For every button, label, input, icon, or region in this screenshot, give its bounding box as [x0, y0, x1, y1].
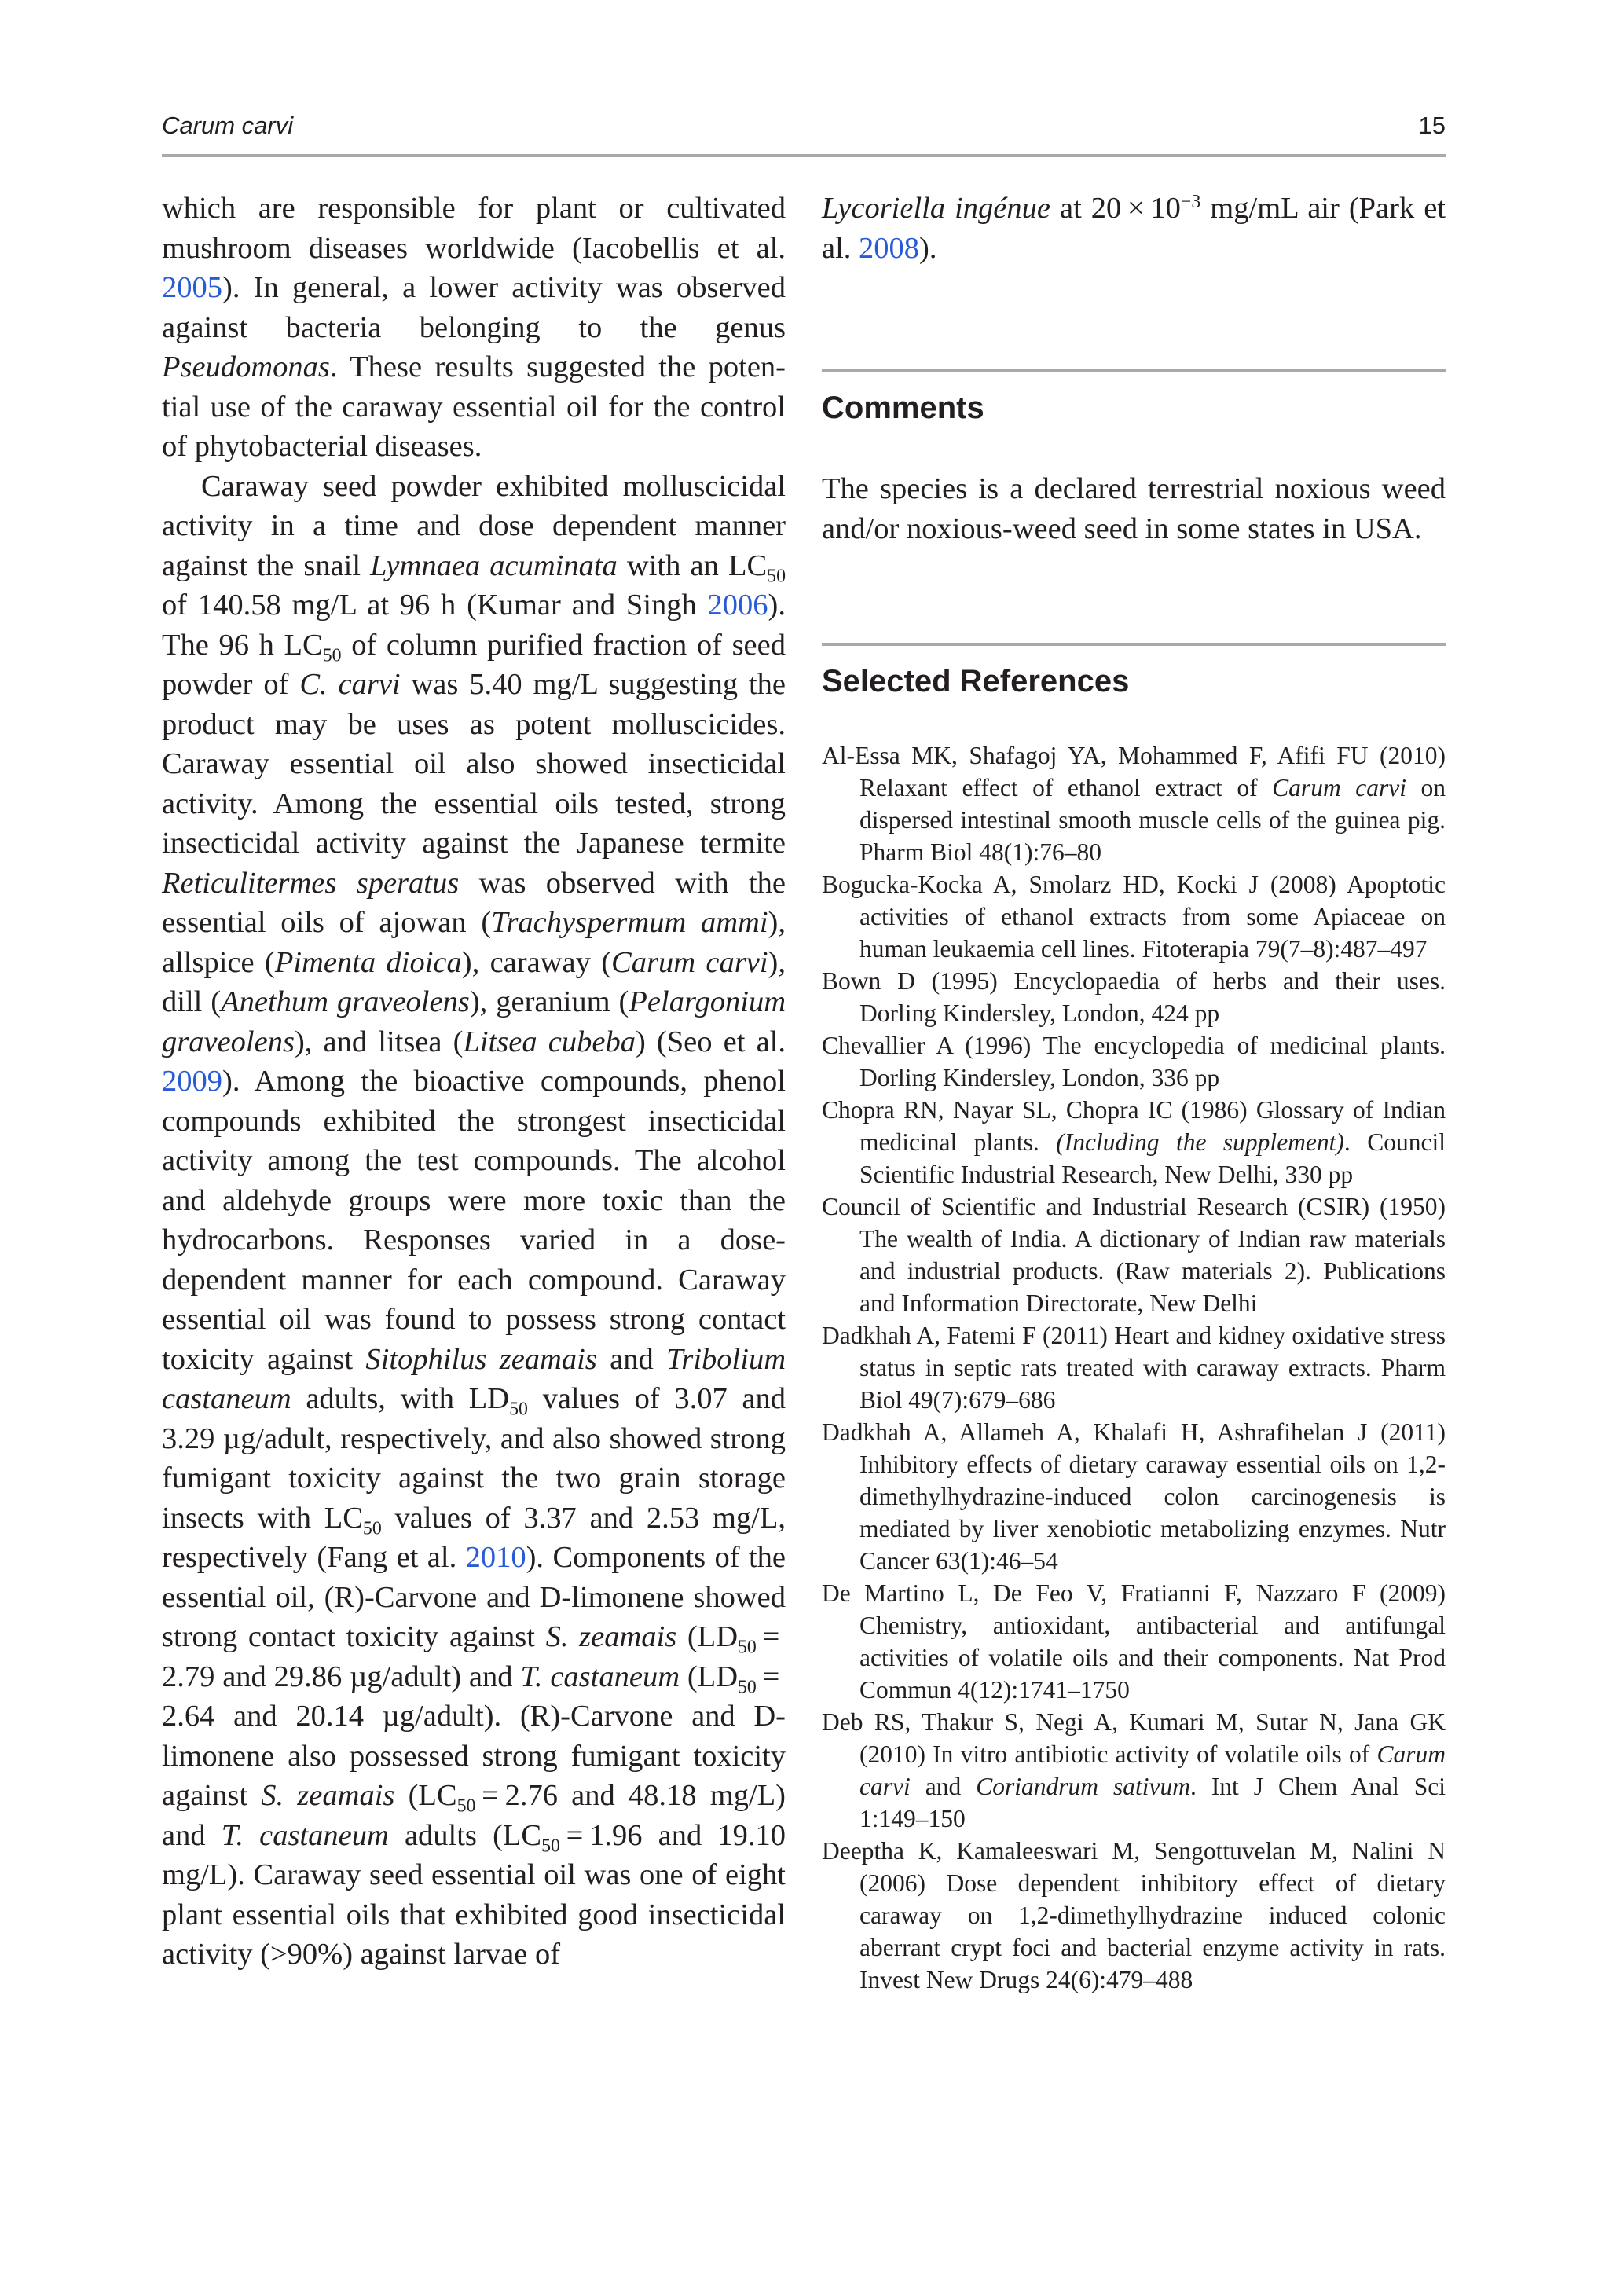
italic-term: S. zeamais [545, 1620, 677, 1653]
text-run: ) (Seo et al. [635, 1025, 786, 1058]
subscript: 50 [767, 565, 786, 586]
reference-item [822, 1416, 1446, 1577]
text-run: was 5.40 mg/L suggesting the product may be uses as potent molluscicides. Caraway essential oil also showed insecticidal activity. Among the essential oils tested, strong insecticidal activity against the Japanese termite [162, 668, 786, 860]
reference-item [822, 739, 1446, 868]
comments-text: The species is a declared terrestrial noxious weed and/or noxious-weed seed in some states in USA. [822, 472, 1446, 545]
italic-term: Coriandrum sativum [976, 1773, 1190, 1800]
italic-term: Tribolium castaneum [162, 1342, 786, 1415]
references-heading: Selected References [822, 664, 1130, 699]
comments-rule [822, 369, 1446, 372]
text-run: ), dill ( [162, 945, 786, 1018]
italic-term: Lycoriella ingénue [822, 192, 1050, 225]
citation-link[interactable]: 2006 [707, 589, 768, 622]
left-column [162, 189, 786, 1975]
text-run: of column purified fraction of seed powder of [162, 628, 786, 701]
citation-link[interactable]: 2005 [162, 271, 222, 304]
text-run: Chopra RN, Nayar SL, Chopra IC (1986) Glossary of Indian medicinal plants. [822, 1096, 1446, 1156]
text-run: Dadkhah A, Fatemi F (2011) Heart and kidney oxidative stress status in septic rats treated with caraway extracts. Pharm Biol 49(7):679–686 [822, 1322, 1446, 1414]
italic-term: Trachyspermum ammi [491, 906, 768, 939]
italic-term: S. zeamais [261, 1779, 395, 1812]
reference-item [822, 965, 1446, 1029]
text-run: ), caraway ( [461, 945, 612, 979]
paragraph-bacteria [162, 189, 786, 467]
text-run: mg/mL air (Park et al. [822, 192, 1446, 265]
italic-term: Carum carvi [611, 945, 768, 979]
text-run: and [910, 1773, 977, 1800]
text-run: Bown D (1995) Encyclopaedia of herbs and their uses. Dorling Kindersley, London, 424 pp [822, 967, 1446, 1027]
text-run: Council of Scientific and Industrial Research (CSIR) (1950) The wealth of India. A dictionary of Indian raw materials and industrial products. (Raw materials 2). Publications and Information Directorate, New Delhi [822, 1193, 1446, 1317]
text-run: values of 3.07 and 3.29 µg/adult, respectively, and also showed strong fumigant toxicity against the two grain storage insects with LC [162, 1382, 786, 1535]
right-column [822, 189, 1446, 268]
text-run: Deb RS, Thakur S, Negi A, Kumari M, Sutar N, Jana GK (2010) In vitro antibiotic activity of volatile oils of [822, 1708, 1446, 1768]
text-run: ), and litsea ( [294, 1025, 464, 1058]
italic-term: C. carvi [299, 668, 401, 701]
text-run: Dadkhah A, Allameh A, Khalafi H, Ashrafihelan J (2011) Inhibitory effects of dietary caraway essential oils on 1,2-dimethylhydrazine-induced colon carcinogenesis is mediated by liver xenobiotic metabolizing enzymes. Nutr Cancer 63(1):46–54 [822, 1418, 1446, 1575]
italic-term: Pelargonium graveolens [162, 985, 786, 1058]
text-run: Caraway seed powder exhibited molluscicidal activity in a time and dose dependent manner against the snail [162, 469, 786, 582]
running-header [162, 110, 1446, 154]
text-run: . Council Scientific Industrial Research, New Delhi, 330 pp [859, 1128, 1446, 1188]
text-run: = 2.79 and 29.86 µg/adult) and [162, 1620, 786, 1693]
running-title: Carum carvi [162, 112, 294, 139]
italic-term: Carum carvi [859, 1740, 1446, 1800]
text-run: at 20 × 10 [1050, 192, 1181, 225]
italic-term: Carum carvi [1272, 774, 1406, 801]
subscript: 50 [541, 1835, 560, 1856]
text-run: (LD [676, 1620, 738, 1653]
italic-term: Sitophilus zeamais [365, 1342, 597, 1376]
reference-item [822, 1577, 1446, 1706]
italic-term: Pseudomonas [162, 350, 330, 383]
text-run: . Int J Chem Anal Sci 1:149–150 [859, 1773, 1446, 1832]
text-run: adults, with LD [291, 1382, 510, 1415]
paragraph-continued [822, 189, 1446, 268]
italic-term: (Including the supplement) [1056, 1128, 1344, 1156]
text-run: = 1.96 and 19.10 mg/L). Caraway seed essential oil was one of eight plant essential oils that exhibited good insecticidal activity (>90%) against larvae of [162, 1818, 786, 1971]
text-run: was observed with the essential oils of ajowan ( [162, 866, 786, 939]
citation-link[interactable]: 2010 [465, 1541, 526, 1574]
reference-item [822, 868, 1446, 965]
superscript: −3 [1180, 191, 1201, 212]
text-run: ). The 96 h LC [162, 589, 786, 662]
reference-item [822, 1029, 1446, 1094]
text-run: (LC [394, 1779, 457, 1812]
text-run: ). Among the bioactive compounds, phenol compounds exhibited the strongest insecticidal activity among the test compounds. The alcohol and aldehyde groups were more toxic than the hydrocarbons. Responses varied in a dose-dependent manner for each compound. Caraway essential oil was found to possess strong contact toxicity against [162, 1065, 786, 1376]
subscript: 50 [322, 644, 342, 666]
text-run: De Martino L, De Feo V, Fratianni F, Nazzaro F (2009) Chemistry, antioxidant, antibacterial and antifungal activities of volatile oils and their components. Nat Prod Commun 4(12):1741–1750 [822, 1579, 1446, 1704]
italic-term: Litsea cubeba [463, 1025, 636, 1058]
text-run: with an LC [617, 548, 768, 582]
text-run: values of 3.37 and 2.53 mg/L, respectively (Fang et al. [162, 1501, 786, 1574]
reference-item [822, 1319, 1446, 1416]
text-run: = 2.76 and 48.18 mg/L) and [162, 1779, 786, 1852]
header-rule [162, 154, 1446, 157]
text-run: which are responsible for plant or cultivated mushroom diseases worldwide (Iacobellis et al. [162, 192, 786, 265]
text-run: Al-Essa MK, Shafagoj YA, Mohammed F, Afifi FU (2010) Relaxant effect of ethanol extract of [822, 742, 1446, 801]
reference-item [822, 1190, 1446, 1319]
text-run: = 2.64 and 20.14 µg/adult). (R)-Carvone and D-limonene also possessed strong fumigant toxicity against [162, 1660, 786, 1812]
comments-heading: Comments [822, 391, 984, 425]
reference-list [822, 739, 1446, 1996]
text-run: ). Components of the essential oil, (R)-Carvone and D-limonene showed strong contact toxicity against [162, 1541, 786, 1653]
citation-link[interactable]: 2009 [162, 1065, 222, 1098]
references-rule [822, 643, 1446, 646]
italic-term: Lymnaea acuminata [370, 548, 618, 582]
text-run: ). [919, 231, 937, 265]
text-run: ), allspice ( [162, 906, 786, 979]
reference-item [822, 1835, 1446, 1996]
text-run: on dispersed intestinal smooth muscle cells of the guinea pig. Pharm Biol 48(1):76–80 [859, 774, 1446, 866]
italic-term: Reticulitermes speratus [162, 866, 460, 900]
subscript: 50 [738, 1676, 757, 1697]
subscript: 50 [509, 1399, 528, 1420]
text-run: . These results suggested the potential use of the caraway essential oil for the control of phytobacterial diseases. [162, 350, 786, 463]
subscript: 50 [738, 1637, 757, 1658]
text-run: Bogucka-Kocka A, Smolarz HD, Kocki J (2008) Apoptotic activities of ethanol extracts from some Apiaceae on human leukaemia cell lines. Fitoterapia 79(7–8):487–497 [822, 871, 1446, 963]
paragraph-insecticidal [162, 467, 786, 1975]
page-number: 15 [1418, 112, 1446, 139]
text-run: adults (LC [388, 1818, 542, 1852]
citation-link[interactable]: 2008 [859, 231, 920, 265]
reference-item [822, 1094, 1446, 1190]
subscript: 50 [456, 1795, 476, 1817]
text-run: Chevallier A (1996) The encyclopedia of medicinal plants. Dorling Kindersley, London, 336 pp [822, 1032, 1446, 1091]
text-run: ), geranium ( [469, 985, 629, 1018]
text-run: (LD [680, 1660, 738, 1693]
italic-term: T. castaneum [221, 1818, 389, 1852]
italic-term: Pimenta dioica [274, 945, 462, 979]
italic-term: T. castaneum [520, 1660, 680, 1693]
text-run: ). In general, a lower activity was observed against bacteria belonging to the genus [162, 271, 786, 344]
subscript: 50 [362, 1517, 382, 1539]
text-run: Deeptha K, Kamaleeswari M, Sengottuvelan M, Nalini N (2006) Dose dependent inhibitory effect of dietary caraway on 1,2-dimethylhydrazine induced colonic aberrant crypt foci and bacterial enzyme activity in rats. Invest New Drugs 24(6):479–488 [822, 1837, 1446, 1993]
text-run: and [596, 1342, 667, 1376]
text-run: of 140.58 mg/L at 96 h (Kumar and Singh [162, 589, 708, 622]
reference-item [822, 1706, 1446, 1835]
italic-term: Anethum graveolens [221, 985, 470, 1018]
